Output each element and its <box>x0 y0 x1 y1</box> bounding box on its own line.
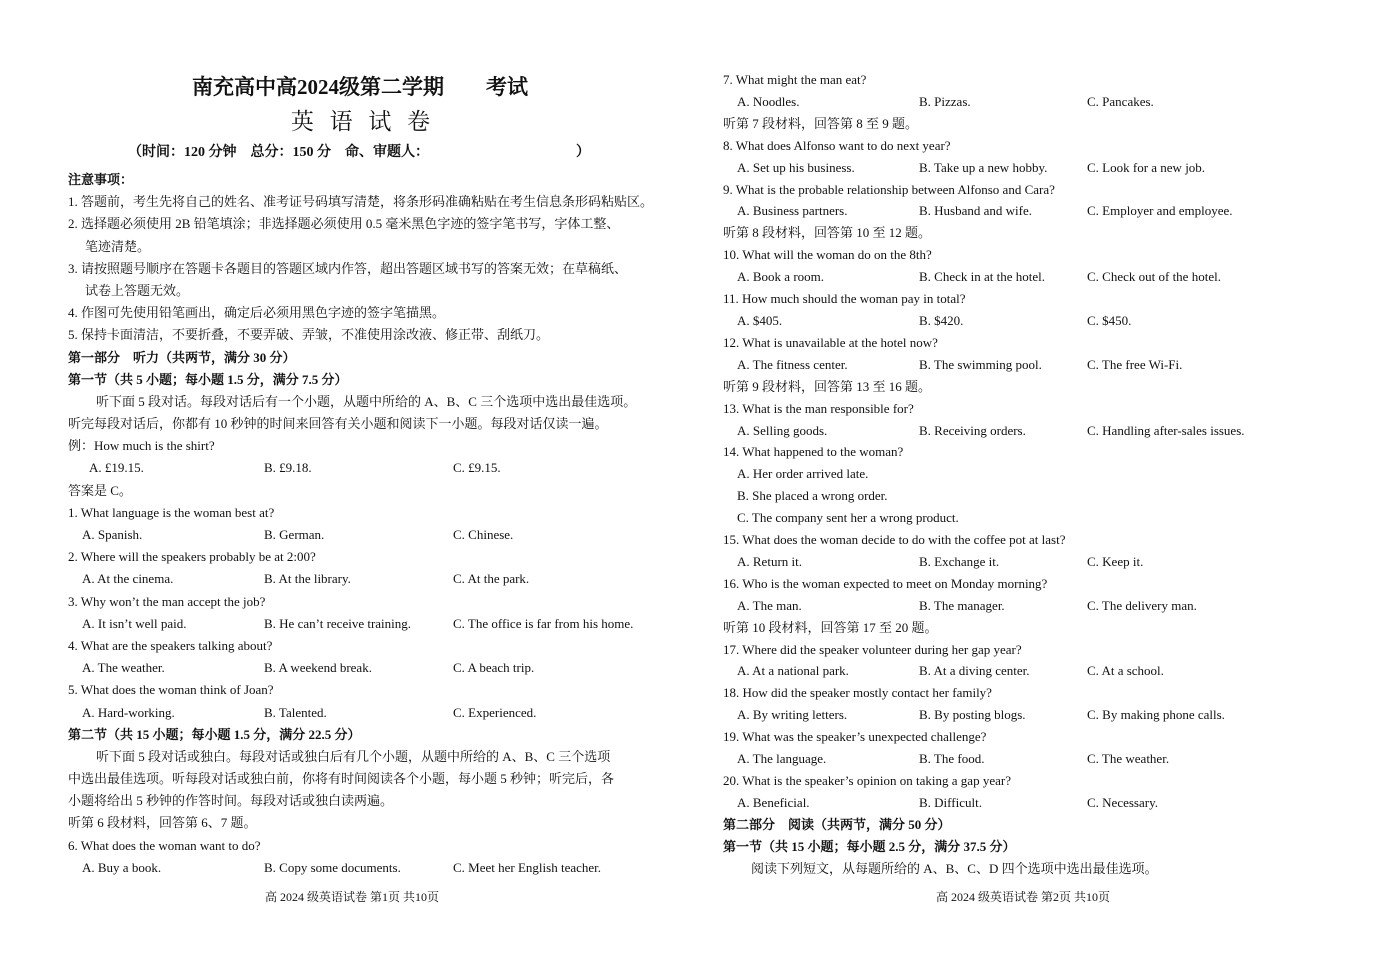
option-b: B. Talented. <box>264 704 327 720</box>
notes-heading: 注意事项： <box>68 172 134 187</box>
question-7: 7. What might the man eat? <box>723 72 867 87</box>
option-b: B. Copy some documents. <box>264 859 401 875</box>
exam-info-line: （时间：120 分钟 总分：150 分 命、审题人： ） <box>128 145 590 160</box>
option-c: C. Keep it. <box>1087 553 1144 569</box>
option-c: C. By making phone calls. <box>1087 707 1225 723</box>
note-item-4: 4. 作图可先使用铅笔画出，确定后必须用黑色字迹的签字笔描黑。 <box>68 305 446 321</box>
material-9-note: 听第 9 段材料，回答第 13 至 16 题。 <box>723 378 932 394</box>
option-b: B. Difficult. <box>919 794 982 810</box>
option-b: B. The food. <box>919 751 985 767</box>
question-13: 13. What is the man responsible for? <box>723 400 914 416</box>
question-9: 9. What is the probable relationship between Alfonso and Cara? <box>723 181 1055 197</box>
option-a: A. At the cinema. <box>82 571 174 587</box>
option-b: B. A weekend break. <box>264 660 372 676</box>
note-item-5: 5. 保持卡面清洁，不要折叠，不要弄破、弄皱，不准使用涂改液、修正带、刮纸刀。 <box>68 327 550 343</box>
question-16-options <box>723 595 1343 617</box>
page-2-body <box>723 69 1343 880</box>
option-a: A. Return it. <box>737 553 802 569</box>
option-c: C. Look for a new job. <box>1087 159 1206 175</box>
option-c: C. A beach trip. <box>453 660 535 676</box>
option-c: C. The weather. <box>1087 751 1170 767</box>
option-c: C. Necessary. <box>1087 794 1158 810</box>
option-c: C. At a school. <box>1087 663 1164 679</box>
question-4: 4. What are the speakers talking about? <box>68 637 273 653</box>
option-a: A. The man. <box>737 597 802 613</box>
option-c: C. Handling after-sales issues. <box>1087 422 1245 438</box>
section-2-instructions: 听下面 5 段对话或独白。每段对话或独白后有几个小题，从题中所给的 A、B、C 三个选项 <box>96 748 611 764</box>
part-2-heading: 第二部分 阅读（共两节，满分 50 分） <box>723 816 951 832</box>
question-11: 11. How much should the woman pay in total? <box>723 291 966 307</box>
option-a: A. Set up his business. <box>737 159 855 175</box>
note-item-3-continued: 试卷上答题无效。 <box>85 282 190 298</box>
option-a: A. The fitness center. <box>737 356 848 372</box>
question-19: 19. What was the speaker’s unexpected challenge? <box>723 729 987 745</box>
option-a: A. Business partners. <box>737 203 848 219</box>
question-3: 3. Why won’t the man accept the job? <box>68 593 266 609</box>
option-a: A. £19.15. <box>89 460 144 476</box>
option-c: C. Meet her English teacher. <box>453 859 602 875</box>
question-2-options <box>68 568 668 590</box>
question-12-options <box>723 354 1343 376</box>
question-20: 20. What is the speaker’s opinion on taking a gap year? <box>723 773 1011 788</box>
question-17-options <box>723 660 1343 682</box>
option-a: A. $405. <box>737 312 783 328</box>
option-c: C. The delivery man. <box>1087 597 1197 613</box>
question-16: 16. Who is the woman expected to meet on Monday morning? <box>723 575 1048 591</box>
option-b: B. She placed a wrong order. <box>737 488 888 504</box>
option-c: C. Pancakes. <box>1087 93 1154 109</box>
part-1-section-1-heading: 第一节（共 5 小题；每小题 1.5 分，满分 7.5 分） <box>68 371 348 387</box>
option-a: A. It isn’t well paid. <box>82 615 187 631</box>
option-a: A. Spanish. <box>82 527 143 542</box>
question-1: 1. What language is the woman best at? <box>68 504 275 520</box>
option-b: B. Receiving orders. <box>919 422 1026 438</box>
material-7-note: 听第 7 段材料，回答第 8 至 9 题。 <box>723 115 919 131</box>
question-17: 17. Where did the speaker volunteer during her gap year? <box>723 641 1022 657</box>
exam-subtitle: 英 语 试 卷 <box>290 109 436 134</box>
option-b: B. Pizzas. <box>919 93 971 109</box>
question-4-options <box>68 657 668 679</box>
question-12: 12. What is unavailable at the hotel now? <box>723 334 938 350</box>
question-15: 15. What does the woman decide to do with the coffee pot at last? <box>723 532 1066 548</box>
question-7-options <box>723 91 1343 113</box>
option-a: A. Buy a book. <box>82 859 162 875</box>
note-item-3: 3. 请按照题号顺序在答题卡各题目的答题区域内作答，超出答题区域书写的答案无效；在草稿纸、 <box>68 260 628 276</box>
option-c: C. $450. <box>1087 312 1132 328</box>
exam-title: 南充高中高2024级第二学期 考试 <box>192 75 528 99</box>
question-18: 18. How did the speaker mostly contact her family? <box>723 685 992 701</box>
option-b: B. Husband and wife. <box>919 203 1033 219</box>
option-a: A. Noodles. <box>737 93 800 109</box>
page-2-footer: 高 2024 级英语试卷 第2页 共10页 <box>935 890 1110 904</box>
example-options <box>68 457 668 479</box>
option-a: A. Book a room. <box>737 269 825 285</box>
option-b: B. $420. <box>919 312 964 328</box>
material-6-note: 听第 6 段材料，回答第 6、7 题。 <box>68 815 257 831</box>
option-c: C. £9.15. <box>453 460 501 476</box>
option-b: B. German. <box>264 527 325 542</box>
option-a: A. The weather. <box>82 660 165 676</box>
option-c: C. Experienced. <box>453 704 537 720</box>
material-8-note: 听第 8 段材料，回答第 10 至 12 题。 <box>723 225 932 241</box>
question-3-options <box>68 613 668 635</box>
option-b: B. By posting blogs. <box>919 707 1026 723</box>
option-c: C. Chinese. <box>453 527 514 542</box>
option-b: B. He can’t receive training. <box>264 615 412 631</box>
section-1-instructions-continued: 听完每段对话后，你都有 10 秒钟的时间来回答有关小题和阅读下一小题。每段对话仅读一遍。 <box>68 416 608 432</box>
question-18-options <box>723 704 1343 726</box>
note-item-1: 1. 答题前，考生先将自己的姓名、准考证号码填写清楚，将条形码准确粘贴在考生信息条形码粘贴区。 <box>68 194 654 210</box>
note-item-2: 2. 选择题必须使用 2B 铅笔填涂；非选择题必须使用 0.5 毫米黑色字迹的签字笔书写，字体工整、 <box>68 216 620 232</box>
question-14: 14. What happened to the woman? <box>723 444 904 460</box>
question-5: 5. What does the woman think of Joan? <box>68 682 274 698</box>
option-b: B. Exchange it. <box>919 553 1000 569</box>
example-answer: 答案是 C。 <box>68 482 132 498</box>
question-10-options <box>723 266 1343 288</box>
question-9-options <box>723 200 1343 222</box>
part-2-section-1-heading: 第一节（共 15 小题；每小题 2.5 分，满分 37.5 分） <box>723 838 1016 854</box>
section-2-instructions-continued: 小题将给出 5 秒钟的作答时间。每段对话或独白读两遍。 <box>68 793 394 809</box>
reading-instructions: 阅读下列短文，从每题所给的 A、B、C、D 四个选项中选出最佳选项。 <box>751 860 1158 876</box>
example-question: 例：How much is the shirt? <box>68 438 215 454</box>
question-1-options <box>68 524 668 546</box>
option-b: B. Check in at the hotel. <box>919 269 1046 285</box>
option-b: B. At the library. <box>264 571 351 587</box>
option-c: C. The office is far from his home. <box>453 615 634 631</box>
option-a: A. The language. <box>737 751 827 767</box>
option-b: B. The swimming pool. <box>919 356 1042 372</box>
question-15-options <box>723 551 1343 573</box>
section-2-instructions-continued: 中选出最佳选项。听每段对话或独白前，你将有时间阅读各个小题，每小题 5 秒钟；听完后，各 <box>68 771 615 787</box>
material-10-note: 听第 10 段材料，回答第 17 至 20 题。 <box>723 619 938 635</box>
part-1-section-2-heading: 第二节（共 15 小题；每小题 1.5 分，满分 22.5 分） <box>68 726 361 742</box>
option-c: C. The free Wi-Fi. <box>1087 356 1183 372</box>
option-a: A. Her order arrived late. <box>737 466 869 482</box>
option-a: A. Beneficial. <box>737 794 810 810</box>
section-1-instructions: 听下面 5 段对话。每段对话后有一个小题，从题中所给的 A、B、C 三个选项中选出最佳选项。 <box>96 393 637 409</box>
note-item-2-continued: 笔迹清楚。 <box>85 238 151 254</box>
option-c: C. At the park. <box>453 571 530 587</box>
question-8-options <box>723 157 1343 179</box>
option-b: B. £9.18. <box>264 460 312 476</box>
option-a: A. Hard-working. <box>82 704 175 720</box>
option-c: C. Check out of the hotel. <box>1087 269 1221 285</box>
question-19-options <box>723 748 1343 770</box>
question-10: 10. What will the woman do on the 8th? <box>723 247 932 263</box>
question-6: 6. What does the woman want to do? <box>68 837 261 853</box>
part-1-heading: 第一部分 听力（共两节，满分 30 分） <box>68 349 296 365</box>
question-5-options <box>68 702 668 724</box>
option-b: B. Take up a new hobby. <box>919 159 1048 175</box>
option-a: A. Selling goods. <box>737 422 828 438</box>
option-a: A. At a national park. <box>737 663 849 679</box>
question-11-options <box>723 310 1343 332</box>
page-1-body <box>68 169 668 879</box>
option-b: B. At a diving center. <box>919 663 1030 679</box>
question-20-options <box>723 792 1343 814</box>
option-b: B. The manager. <box>919 597 1005 613</box>
option-c: C. Employer and employee. <box>1087 203 1233 219</box>
page-1-footer: 高 2024 级英语试卷 第1页 共10页 <box>264 890 439 904</box>
question-13-options <box>723 420 1343 442</box>
option-a: A. By writing letters. <box>737 707 848 723</box>
option-c: C. The company sent her a wrong product. <box>737 510 959 526</box>
question-8: 8. What does Alfonso want to do next year? <box>723 137 951 153</box>
question-6-options <box>68 857 668 879</box>
question-2: 2. Where will the speakers probably be at 2:00? <box>68 549 316 565</box>
